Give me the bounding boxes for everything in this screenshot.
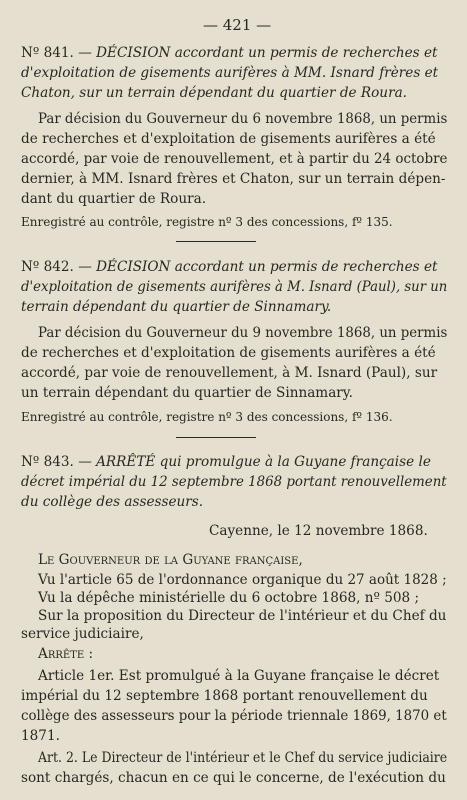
decision-842-body-line: Par décision du Gouverneur du 9 novembre 1868, un permis [38,325,448,341]
page-number: — 421 — [203,16,272,34]
arrete-843-body-line: service judiciaire, [21,626,144,642]
decision-841-title-line-2: d'exploitation de gisements aurifères à MM. Isnard frères et [21,65,439,81]
arrete-843-body-line: impérial du 12 septembre 1868 portant renouvellement du [21,688,428,704]
decision-841-title-line-1: Nº 841. — DÉCISION accordant un permis de recherches et [21,45,438,61]
decision-841-body-line: dant du quartier de Roura. [21,191,207,207]
arrete-843-body-line: Le Gouverneur de la Guyane française, [38,552,303,568]
arrete-843-title-line-2: décret impérial du 12 septembre 1868 portant renouvellement [21,474,447,490]
decision-841-body-line: dernier, à MM. Isnard frères et Chaton, sur un terrain dépen- [21,171,446,187]
decision-841-body-line: accordé, par voie de renouvellement, et à partir du 24 octobre [21,151,448,167]
decision-number: Nº 841. [21,45,74,61]
arrete-843-body-line: Arrête : [38,646,94,662]
arrete-843-title-line-3: du collège des assesseurs. [21,494,204,510]
arrete-843-body-line: Vu l'article 65 de l'ordonnance organique du 27 août 1828 ; [38,572,447,588]
decision-842-registration: Enregistré au contrôle, registre nº 3 des concessions, fº 136. [21,410,393,424]
decision-841-body-line: de recherches et d'exploitation de gisements aurifères a été [21,131,436,147]
decision-number: Nº 843. [21,454,74,470]
decision-841-body-line: Par décision du Gouverneur du 6 novembre 1868, un permis [38,111,448,127]
arrete-843-body-line: Vu la dépêche ministérielle du 6 octobre 1868, nº 508 ; [38,590,420,606]
decision-number: Nº 842. [21,259,74,275]
decision-841-registration: Enregistré au contrôle, registre nº 3 des concessions, fº 135. [21,215,393,229]
arrete-843-body-line: Article 1er. Est promulgué à la Guyane française le décret [38,668,440,684]
decision-842-body-line: un terrain dépendant du quartier de Sinnamary. [21,385,353,401]
decision-841-title-line-3: Chaton, sur un terrain dépendant du quartier de Roura. [21,85,407,101]
arrete-843-body-line: collège des assesseurs pour la période triennale 1869, 1870 et [21,708,447,724]
arrete-843-body-line: sont chargés, chacun en ce qui le concerne, de l'exécution du [21,770,446,786]
arrete-843-dateline: Cayenne, le 12 novembre 1868. [209,523,428,539]
decision-842-body-line: accordé, par voie de renouvellement, à M. Isnard (Paul), sur [21,365,438,381]
decision-842-title-line-1: Nº 842. — DÉCISION accordant un permis de recherches et [21,259,438,275]
section-divider [176,437,256,438]
section-divider [176,241,256,242]
arrete-843-body-line: Sur la proposition du Directeur de l'intérieur et du Chef du [38,608,447,624]
arrete-843-title-line-1: Nº 843. — ARRÊTÉ qui promulgue à la Guyane française le [21,454,431,470]
decision-842-body-line: de recherches et d'exploitation de gisements aurifères a été [21,345,436,361]
decision-842-title-line-3: terrain dépendant du quartier de Sinnamary. [21,299,332,315]
decision-842-title-line-2: d'exploitation de gisements aurifères à M. Isnard (Paul), sur un [21,279,448,295]
arrete-843-body-line: Art. 2. Le Directeur de l'intérieur et le Chef du service judiciaire [38,750,448,766]
arrete-843-body-line: 1871. [21,728,60,744]
